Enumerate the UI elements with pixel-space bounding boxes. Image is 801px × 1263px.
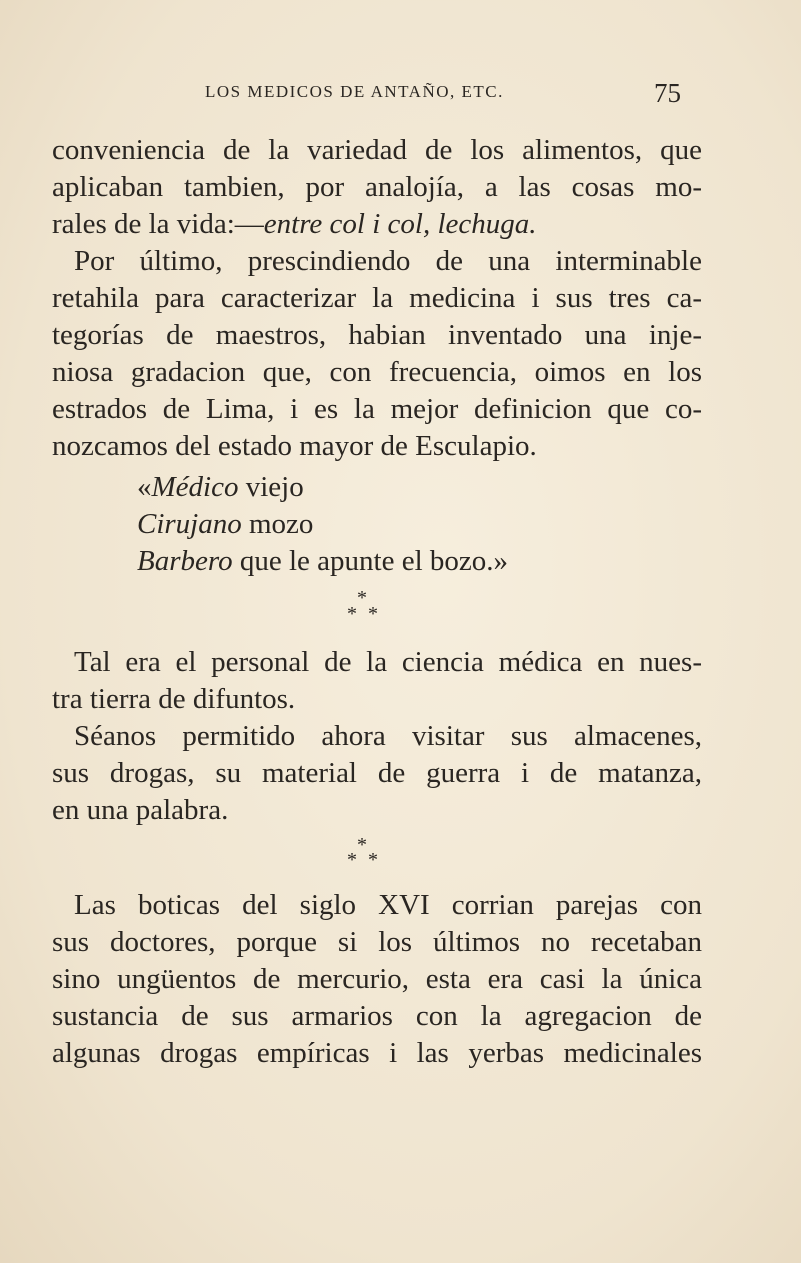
text-line: en una palabra.	[52, 794, 229, 826]
text-line: sus drogas, su material de guerra i de matanza,	[52, 757, 702, 789]
text-line: algunas drogas empíricas i las yerbas medicinales	[52, 1037, 702, 1069]
paragraph	[52, 644, 702, 718]
italic-word: Cirujano	[137, 508, 242, 540]
asterisk: *	[357, 834, 367, 856]
text-line: tegorías de maestros, habian inventado una inje-	[52, 319, 702, 351]
running-title: LOS MEDICOS DE ANTAÑO, ETC.	[205, 82, 504, 101]
asterisk: *	[368, 603, 378, 625]
italic-proverb: entre col i col, lechuga.	[263, 208, 537, 240]
text-line	[52, 206, 702, 243]
body-text	[52, 132, 702, 1072]
paragraph	[52, 887, 702, 1072]
paragraph	[52, 718, 702, 829]
paragraph	[52, 132, 702, 243]
page-number: 75	[654, 78, 681, 108]
text-span: mozo	[241, 508, 314, 540]
text-line: Séanos permitido ahora visitar sus almacenes,	[74, 720, 702, 752]
text-span: viejo	[238, 471, 304, 503]
text-line: Por último, prescindiendo de una interminable	[74, 245, 702, 277]
text-line: conveniencia de la variedad de los alimentos, que	[52, 134, 702, 166]
asterisk: *	[347, 603, 357, 625]
asterisk: *	[347, 849, 357, 871]
section-separator	[52, 829, 702, 887]
asterisk: *	[368, 849, 378, 871]
italic-word: Médico	[151, 471, 239, 503]
text-line: tra tierra de difuntos.	[52, 683, 296, 715]
text-line: sus doctores, porque si los últimos no recetaban	[52, 926, 702, 958]
text-line: niosa gradacion que, con frecuencia, oimos en los	[52, 356, 702, 388]
text-line: nozcamos del estado mayor de Esculapio.	[52, 430, 537, 462]
paragraph	[52, 243, 702, 465]
verse-line	[52, 469, 702, 506]
text-line: aplicaban tambien, por analojía, a las cosas mo-	[52, 171, 702, 203]
verse-line	[52, 506, 702, 543]
running-header	[205, 78, 681, 122]
text-line: retahila para caracterizar la medicina i sus tres ca-	[52, 282, 702, 314]
text-span: que le apunte el bozo.»	[232, 545, 508, 577]
section-separator	[52, 580, 702, 644]
text-line: estrados de Lima, i es la mejor definicion que co-	[52, 393, 702, 425]
verse-block	[52, 469, 702, 580]
text-line: Las boticas del siglo XVI corrian parejas con	[74, 889, 702, 921]
verse-line	[52, 543, 702, 580]
text-line: Tal era el personal de la ciencia médica en nues-	[74, 646, 702, 678]
text-line: sustancia de sus armarios con la agregacion de	[52, 1000, 702, 1032]
text-line: sino ungüentos de mercurio, esta era casi la única	[52, 963, 702, 995]
italic-word: Barbero	[137, 545, 233, 577]
text-span: rales de la vida:—	[52, 208, 264, 240]
quote-mark: «	[137, 471, 152, 503]
asterisk: *	[357, 587, 367, 609]
